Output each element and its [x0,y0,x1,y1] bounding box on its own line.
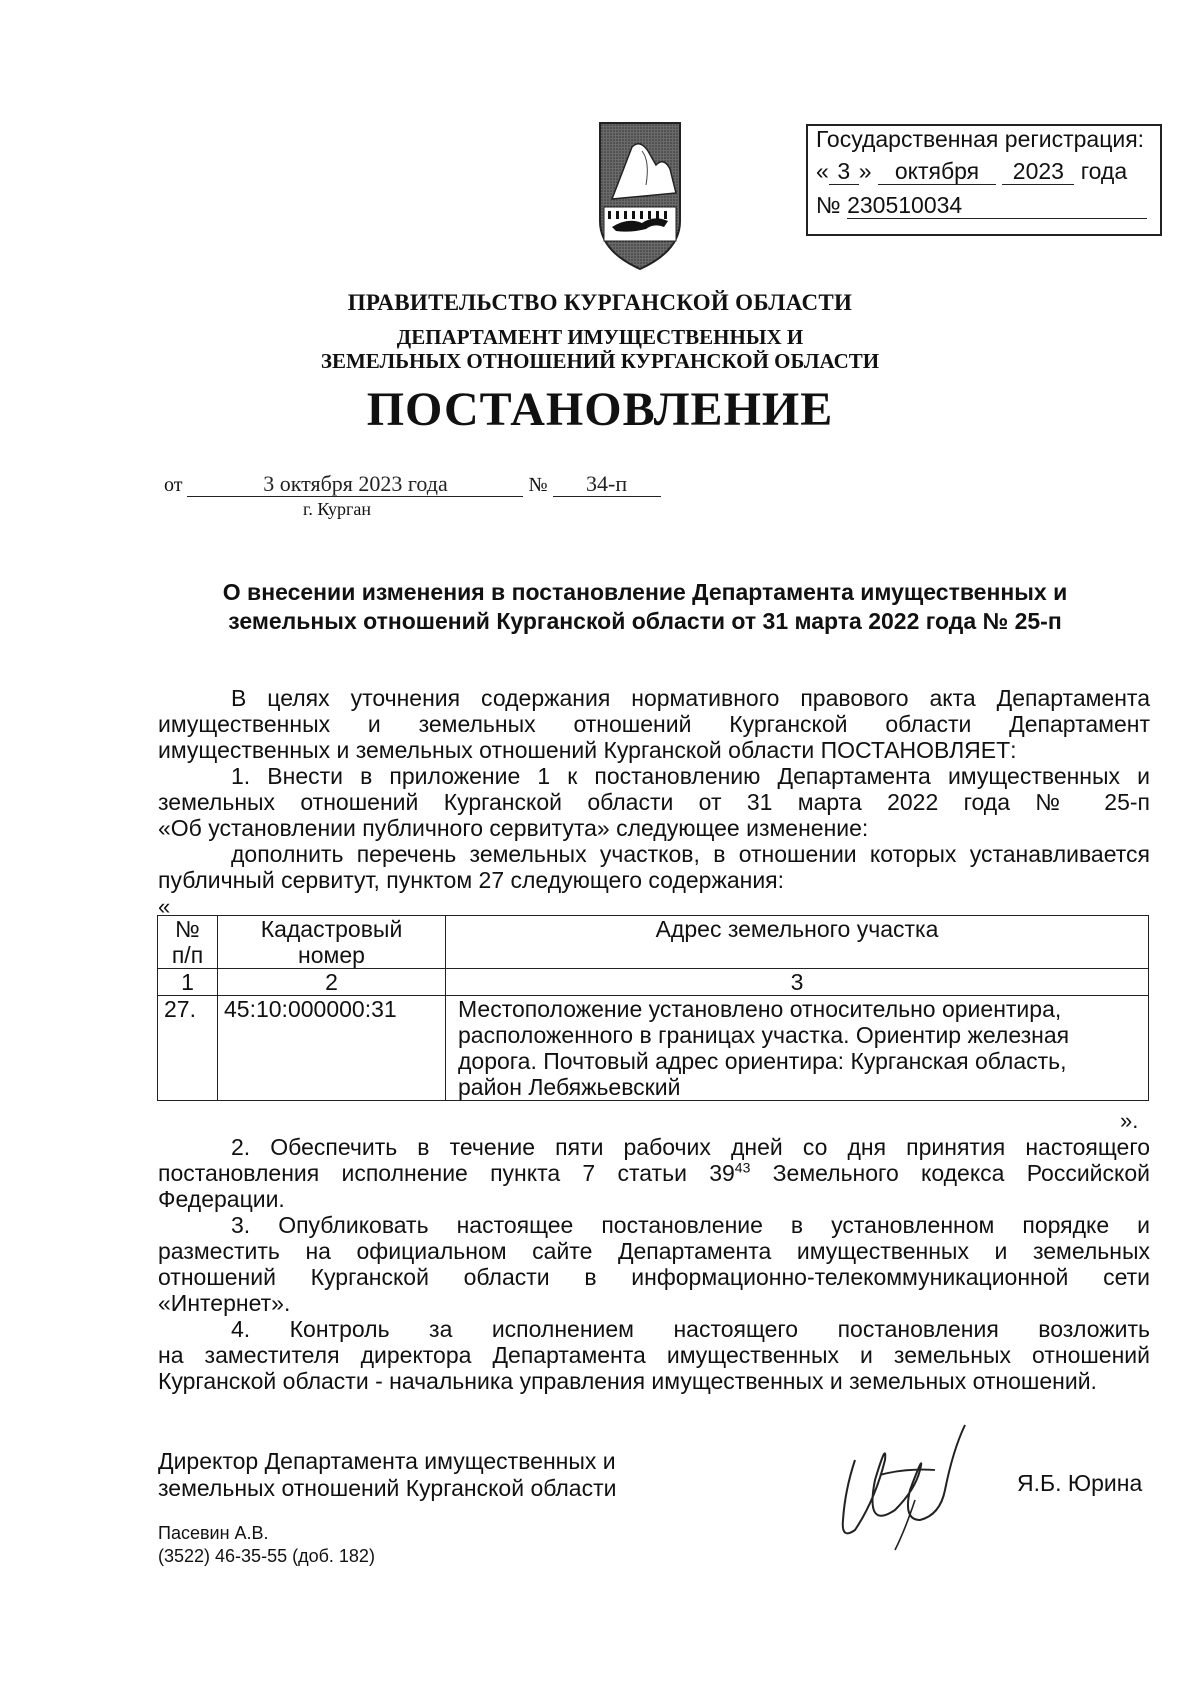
registration-number-value: 230510034 [847,193,1147,219]
table-open-quote: « [158,894,171,919]
registration-label: Государственная регистрация: [816,126,1145,152]
item-1: 1. Внести в приложение 1 к постановлению Департамента имущественных и земельных отношений Курганской области от 31 марта 2022 года № 25-п «Об установлении публичного сервитута» следующее изменение: дополнить перечень земельных участков, в отношении которых устанавливается публичный сервитут, пунктом 27 следующего содержания: [158,763,1150,893]
table-index-row: 1 2 3 [158,969,1149,996]
executor-phone: (3522) 46-35-55 (доб. 182) [158,1546,375,1566]
city: г. Курган [303,499,372,519]
registration-stamp [806,124,1162,236]
table-close-quote: ». [1120,1108,1139,1133]
department-title-line2: ЗЕМЕЛЬНЫХ ОТНОШЕНИЙ КУРГАНСКОЙ ОБЛАСТИ [320,349,880,373]
handwritten-number: 34-п [553,472,661,497]
signatory-position: Директор Департамента имущественных и земельных отношений Курганской области [158,1448,617,1501]
signatory-name: Я.Б. Юрина [1017,1470,1143,1496]
row-cadastral: 45:10:000000:31 [218,996,446,1101]
registration-number: № 230510034 [816,192,1147,219]
land-plots-table [157,915,1149,1101]
header-cadastral: Кадастровый номер [218,916,446,969]
table-header-row [158,916,1149,969]
registration-day: 3 [829,159,859,185]
header-address: Адрес земельного участка [446,916,1149,969]
table-row [158,996,1149,1101]
document-title: О внесении изменения в постановление Департамента имущественных и земельных отношений Курганской области от 31 марта 2022 года № 25-п [222,579,1068,634]
item-4: 4. Контроль за исполнением настоящего постановления возложить на заместителя директора Департамента имущественных и земельных отношений Курганской области - начальника управления имущественных и земельных отношений. [158,1316,1150,1394]
coat-of-arms-emblem [598,121,682,271]
registration-date: « 3 » октября 2023 года [816,158,1128,184]
item-2: 2. Обеспечить в течение пяти рабочих дней со дня принятия настоящего постановления исполнение пункта 7 статьи $39^{43}$ Земельного кодекса Российской Федерации. [158,1134,1150,1212]
registration-month: октября [878,159,996,185]
executor-name: Пасевин А.В. [158,1523,269,1543]
department-title-line1: ДЕПАРТАМЕНТ ИМУЩЕСТВЕННЫХ И [396,325,804,349]
executor-info [158,1522,375,1568]
registration-year: 2023 [1002,159,1074,185]
government-title: ПРАВИТЕЛЬСТВО КУРГАНСКОЙ ОБЛАСТИ [347,290,853,315]
handwritten-date: 3 октября 2023 года [187,472,523,497]
document-type: ПОСТАНОВЛЕНИЕ [366,383,834,436]
document-date-number: от 3 октября 2023 года № 34-п [164,472,661,502]
item-3: 3. Опубликовать настоящее постановление в установленном порядке и разместить на официальном сайте Департамента имущественных и земельных отношений Курганской области в информационно-телекоммуникационной сети «Интернет». [158,1212,1150,1316]
handwritten-signature [825,1420,975,1555]
row-address: Местоположение установлено относительно ориентира, расположенного в границах участка. Ориентир железная дорога. Почтовый адрес ориентира: Курганская область, район Лебяжьевский [446,996,1149,1101]
preamble: В целях уточнения содержания нормативного правового акта Департамента имущественных и земельных отношений Курганской области Департамент имущественных и земельных отношений Курганской области ПОСТАНОВЛЯЕТ: [158,685,1150,763]
header-number: № п/п [158,916,218,969]
row-number: 27. [158,996,218,1101]
